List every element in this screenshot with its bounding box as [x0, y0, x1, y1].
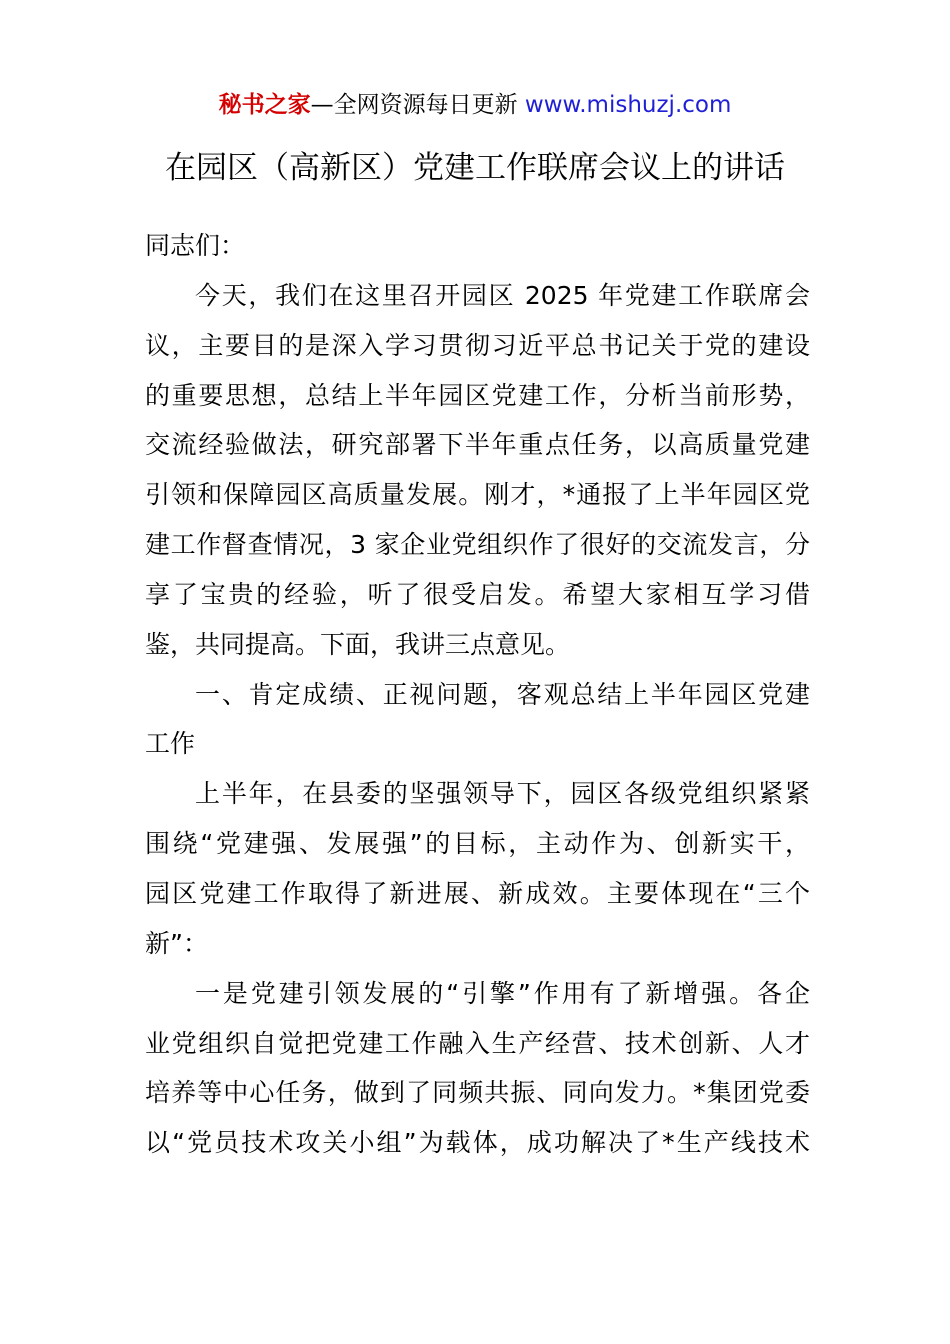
- site-header: [0, 88, 950, 122]
- document-body: [145, 221, 810, 1168]
- text-line: 业党组织自觉把党建工作融入生产经营、技术创新、人才: [145, 1028, 810, 1058]
- text-line: 的重要思想，总结上半年园区党建工作，分析当前形势，: [145, 380, 810, 410]
- text-line: 一、肯定成绩、正视问题，客观总结上半年园区党建: [195, 679, 810, 709]
- header-tagline: 全网资源每日更新: [333, 92, 525, 118]
- text-line: 建工作督查情况，3 家企业党组织作了很好的交流发言，分: [145, 530, 810, 560]
- text-line: 围绕“党建强、发展强”的目标，主动作为、创新实干，: [145, 829, 810, 859]
- text-line: 园区党建工作取得了新进展、新成效。主要体现在“三个: [145, 878, 810, 908]
- header-dash: —: [310, 92, 334, 118]
- text-line: 今天，我们在这里召开园区 2025 年党建工作联席会: [195, 280, 810, 310]
- text-line: 工作: [145, 729, 196, 759]
- text-line: 引领和保障园区高质量发展。刚才，*通报了上半年园区党: [145, 480, 810, 510]
- text-line: 鉴，共同提高。下面，我讲三点意见。: [145, 629, 571, 659]
- document-title: 在园区（高新区）党建工作联席会议上的讲话: [165, 150, 785, 186]
- text-line: 培养等中心任务，做到了同频共振、同向发力。*集团党委: [145, 1078, 810, 1108]
- text-line: 同志们：: [145, 231, 246, 260]
- text-line: 交流经验做法，研究部署下半年重点任务，以高质量党建: [145, 430, 810, 460]
- text-line: 以“党员技术攻关小组”为载体，成功解决了*生产线技术: [145, 1128, 810, 1158]
- text-line: 上半年，在县委的坚强领导下，园区各级党组织紧紧: [195, 779, 810, 809]
- text-line: 一是党建引领发展的“引擎”作用有了新增强。各企: [195, 978, 810, 1008]
- text-line: 享了宝贵的经验，听了很受启发。希望大家相互学习借: [145, 579, 810, 609]
- text-line: 议，主要目的是深入学习贯彻习近平总书记关于党的建设: [145, 330, 810, 360]
- site-brand: 秘书之家: [218, 92, 311, 118]
- site-url[interactable]: www.mishuzj.com: [524, 92, 732, 118]
- text-line: 新”：: [145, 928, 208, 958]
